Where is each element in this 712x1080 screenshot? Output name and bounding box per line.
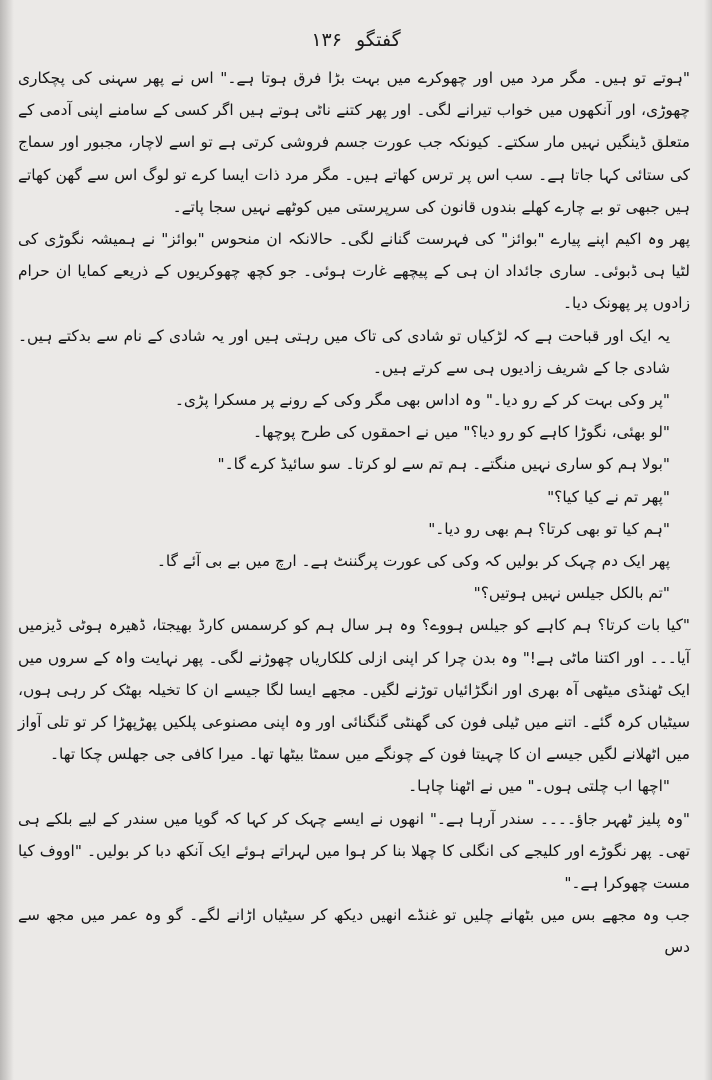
paragraph: پھر ایک دم چہک کر بولیں کہ وکی کی عورت پرگننٹ ہے۔ ارچ میں بے بی آئے گا۔ (156, 552, 670, 571)
paragraph: "اچھا اب چلتی ہوں۔" میں نے اٹھنا چاہا۔ (408, 777, 670, 796)
paragraph: "پر وکی بہت کر کے رو دیا۔" وہ اداس بھی مگر وکی کے رونے پر مسکرا پڑی۔ (174, 391, 670, 410)
paragraph: "تم بالکل جیلس نہیں ہوتیں؟" (473, 584, 670, 603)
page-header (0, 28, 712, 52)
paragraph: "ہم کیا تو بھی کرتا؟ ہم بھی رو دیا۔" (428, 519, 670, 538)
page-body-text (18, 62, 690, 964)
paragraph: جب وہ مجھے بس میں بٹھانے چلیں تو غنڈے انھیں دیکھ کر سیٹیاں اڑانے لگے۔ گو وہ عمر میں مجھ سے دس (18, 906, 690, 957)
paragraph: "بولا ہم کو ساری نہیں منگتے۔ ہم تم سے لو کرتا۔ سو سائیڈ کرے گا۔" (217, 455, 670, 474)
paragraph: "کیا بات کرتا؟ ہم کاہے کو جیلس ہووے؟ وہ ہر سال ہم کو کرسمس کارڈ بھیجتا، ڈھیرہ ہوٹی ڈیزمیں آیا۔۔۔ اور اکتنا ماٹی ہے!" وہ بدن چرا کر اپنی ازلی کلکاریاں چھوڑنے لگی۔ پھر نہایت واہ کے سروں میں ایک ٹھنڈی میٹھی آہ بھری اور انگڑائیاں توڑنے لگیں۔ مجھے ایسا لگا جیسے ان کا تخیلہ بھٹک کر رہی ہوں، سیٹیاں کرہ گئے۔ اتنے میں ٹیلی فون کی گھنٹی گنگنائی اور وہ اپنی مصنوعی پلکیں پھڑپھڑا کر تو تلی آواز میں اٹھلانے لگیں جیسے ان کا چہیتا فون کے چونگے میں سمٹا بیٹھا تھا۔ میرا کافی جی جھلس چکا تھا۔ (18, 616, 690, 764)
page-gutter-shadow (0, 0, 14, 1080)
paragraph: "لو بھئی، نگوڑا کاہے کو رو دیا؟" میں نے احمقوں کی طرح پوچھا۔ (253, 423, 670, 442)
page-edge-shadow (704, 0, 712, 1080)
paragraph: "پھر تم نے کیا کیا؟" (547, 487, 670, 506)
paragraph: پھر وہ اکیم اپنے پیارے "بوائز" کی فہرست گنانے لگی۔ حالانکہ ان منحوس "بوائز" نے ہمیشہ نگوڑی کی لٹیا ہی ڈبوئی۔ ساری جائداد ان ہی کے پیچھے غارت ہوئی۔ جو کچھ چھوکریوں کے ذریعے کمایا ان حرام زادوں پر پھونک دیا۔ (18, 230, 690, 313)
page-number: ۱۳۶ (311, 29, 342, 51)
paragraph: یہ ایک اور قباحت ہے کہ لڑکیاں تو شادی کی تاک میں رہتی ہیں اور یہ شادی کے نام سے بدکتے ہیں۔ شادی جا کے شریف زادیوں ہی سے کرتے ہیں۔ (18, 326, 670, 377)
paragraph: "وہ پلیز ٹھہر جاؤ۔۔۔۔ سندر آرہا ہے۔" انھوں نے ایسے چہک کر کہا کہ گویا میں سندر کے لیے بلکے ہی تھی۔ پھر نگوڑے اور کلیجے کی انگلی کا چھلا بنا کر ہوا میں لہراتے ہوئے ایک آنکھ دبا کر بولیں۔ "اووف کیا مست چھوکرا ہے۔" (18, 809, 690, 893)
running-title: گفتگو (355, 29, 401, 51)
paragraph: "ہوتے تو ہیں۔ مگر مرد میں اور چھوکرے میں بہت بڑا فرق ہوتا ہے۔" اس نے پھر سہنی کی پچکاری چھوڑی، اور آنکھوں میں خواب تیرانے لگی۔ اور پھر کتنے ناٹی ہوتے ہیں اگر کسی کے سامنے اپنی آدمی کے متعلق ڈینگیں نہیں مار سکتے۔ کیونکہ جب عورت جسم فروشی کرتی ہے تو اسے لاچار، مجبور اور سماج کی ستائی کہا جاتا ہے۔ سب اس پر ترس کھاتے ہیں۔ مگر مرد ذات ایسا کرے تو لوگ اس سے گھن کھاتے ہیں جبھی تو بے چارے کھلے بندوں قانون کی سرپرستی میں کوٹھے نہیں سجا پاتے۔ (18, 69, 690, 216)
